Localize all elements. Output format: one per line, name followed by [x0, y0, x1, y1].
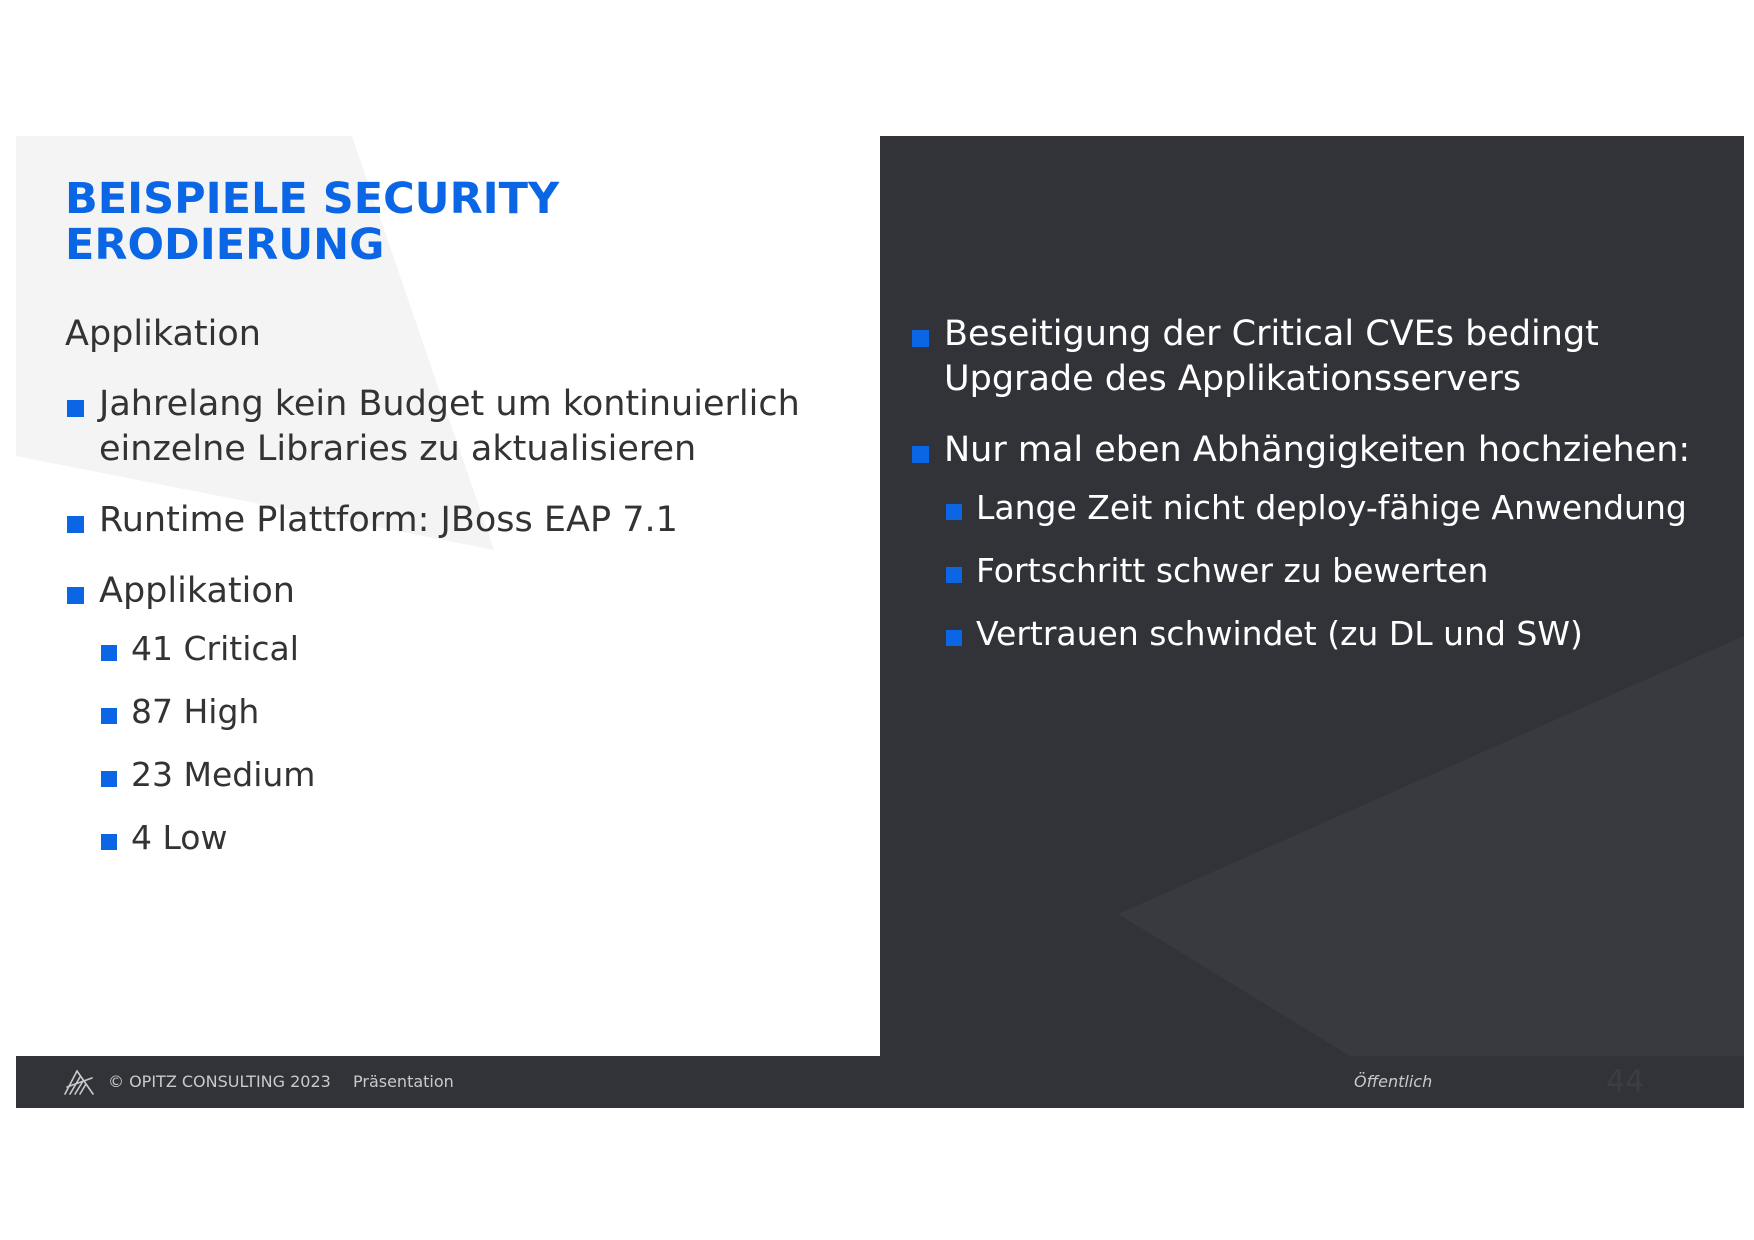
list-item [944, 613, 1710, 655]
list-item-text: Nur mal eben Abhängigkeiten hochziehen: [944, 430, 1691, 470]
title-line-1: BEISPIELE SECURITY [65, 174, 560, 224]
list-item [99, 628, 855, 670]
bullet-square-icon [101, 834, 117, 850]
bullet-square-icon [101, 771, 117, 787]
list-item [944, 487, 1710, 529]
opitz-logo-icon [64, 1069, 94, 1095]
bullet-square-icon [946, 567, 962, 583]
footer-classification: Öffentlich [1354, 1072, 1433, 1091]
slide [16, 136, 1744, 1108]
bullet-square-icon [101, 645, 117, 661]
left-content [65, 312, 855, 885]
page-number: 44 [1606, 1064, 1645, 1099]
footer-doc-type: Präsentation [353, 1072, 454, 1091]
list-item [944, 550, 1710, 592]
list-item-text: Applikation [99, 571, 295, 611]
right-bullet-list [910, 312, 1710, 655]
bullet-square-icon [67, 516, 84, 533]
bullet-square-icon [946, 504, 962, 520]
list-item [910, 312, 1710, 402]
list-item [910, 428, 1710, 655]
list-item [99, 691, 855, 733]
bullet-square-icon [946, 630, 962, 646]
list-item-text: 4 Low [131, 818, 228, 857]
list-item [65, 569, 855, 859]
bullet-square-icon [101, 708, 117, 724]
list-item [99, 754, 855, 796]
list-item-text: 41 Critical [131, 629, 299, 668]
bullet-square-icon [67, 400, 84, 417]
list-item [65, 382, 855, 472]
cve-count-list [99, 628, 855, 859]
list-item [99, 817, 855, 859]
list-item-text: 23 Medium [131, 755, 316, 794]
left-bullet-list [65, 382, 855, 859]
slide-footer [16, 1056, 1744, 1108]
slide-title [65, 176, 785, 268]
bullet-square-icon [912, 330, 929, 347]
list-item-text: Beseitigung der Critical CVEs bedingt Upgrade des Applikationsservers [944, 314, 1599, 399]
list-item [65, 498, 855, 543]
list-item-text: 87 High [131, 692, 260, 731]
list-item-text: Jahrelang kein Budget um kontinuierlich einzelne Libraries zu aktualisieren [99, 384, 800, 469]
title-line-2: ERODIERUNG [65, 220, 385, 270]
bullet-square-icon [67, 587, 84, 604]
list-item-text: Lange Zeit nicht deploy-fähige Anwendung [976, 488, 1687, 527]
dependency-issues-list [944, 487, 1710, 655]
left-intro: Applikation [65, 314, 261, 354]
bullet-square-icon [912, 446, 929, 463]
list-item-text: Vertrauen schwindet (zu DL und SW) [976, 614, 1583, 653]
list-item-text: Fortschritt schwer zu bewerten [976, 551, 1489, 590]
footer-copyright: © OPITZ CONSULTING 2023 [108, 1072, 331, 1091]
list-item-text: Runtime Plattform: JBoss EAP 7.1 [99, 500, 678, 540]
right-content [910, 312, 1710, 681]
